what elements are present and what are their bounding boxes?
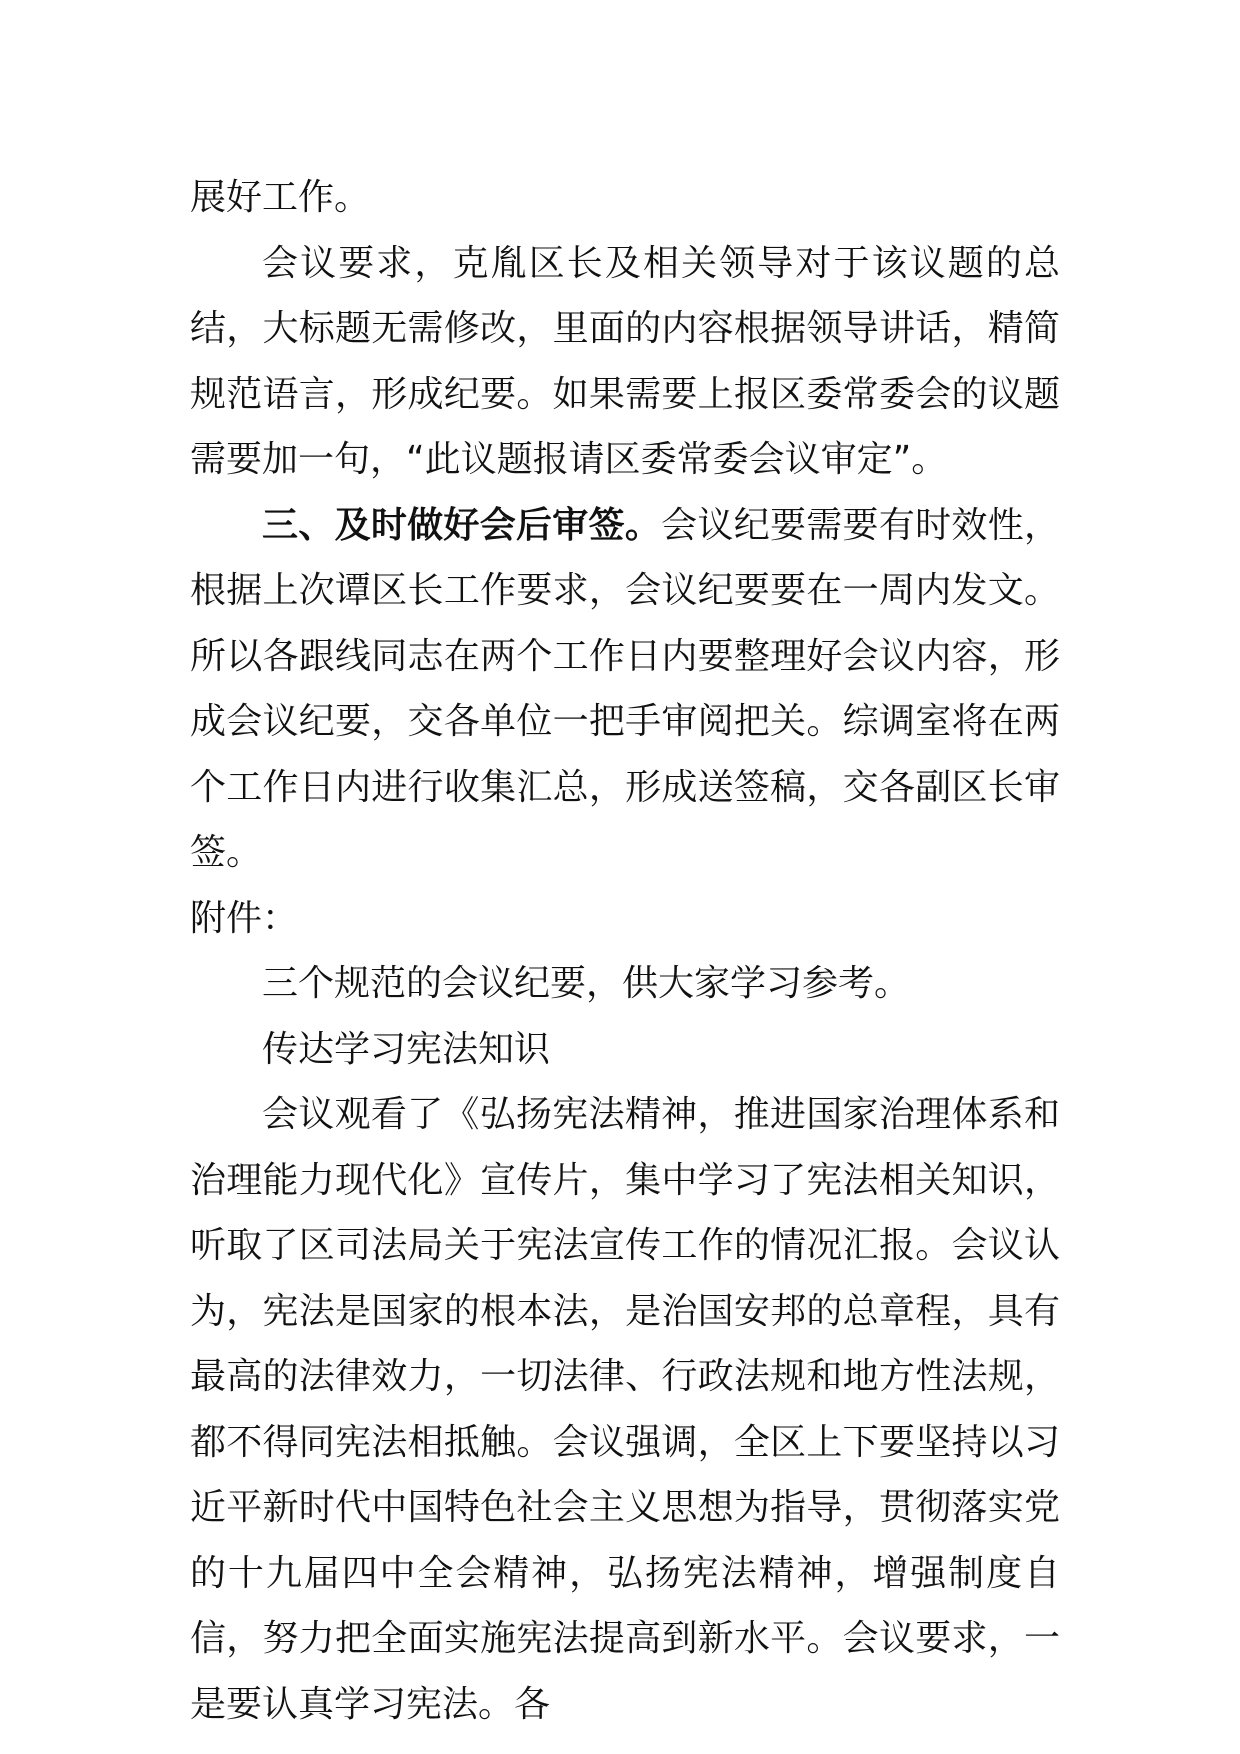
attachment-label: 附件： — [190, 897, 299, 939]
paragraph-continuation: 展好工作。 — [190, 177, 371, 218]
paragraph-meeting-requirement: 会议要求，克胤区长及相关领导对于该议题的总结，大标题无需修改，里面的内容根据领导讲话，精简规范语言，形成纪要。如果需要上报区委常委会的议题需要加一句，“此议题报请区委常委会议审定”。 — [190, 242, 1060, 480]
minutes-title: 传达学习宪法知识 — [262, 1028, 551, 1070]
minutes-body: 会议观看了《弘扬宪法精神，推进国家治理体系和治理能力现代化》宣传片，集中学习了宪法相关知识，听取了区司法局关于宪法宣传工作的情况汇报。会议认为，宪法是国家的根本法，是治国安邦的总章程，具有最高的法律效力，一切法律、行政法规和地方性法规，都不得同宪法相抵触。会议强调，全区上下要坚持以习近平新时代中国特色社会主义思想为指导，贯彻落实党的十九届四中全会精神，弘扬宪法精神，增强制度自信，努力把全面实施宪法提高到新水平。会议要求，一是要认真学习宪法。各 — [190, 1094, 1060, 1725]
section-heading: 三、及时做好会后审签。 — [262, 504, 662, 546]
document-body — [190, 165, 1060, 1737]
attachment-description: 三个规范的会议纪要，供大家学习参考。 — [262, 963, 911, 1004]
section-body: 会议纪要需要有时效性，根据上次谭区长工作要求，会议纪要要在一周内发文。所以各跟线同志在两个工作日内要整理好会议内容，形成会议纪要，交各单位一把手审阅把关。综调室将在两个工作日内进行收集汇总，形成送签稿，交各副区长审签。 — [190, 504, 1060, 873]
paragraph-section-three — [190, 493, 1060, 886]
